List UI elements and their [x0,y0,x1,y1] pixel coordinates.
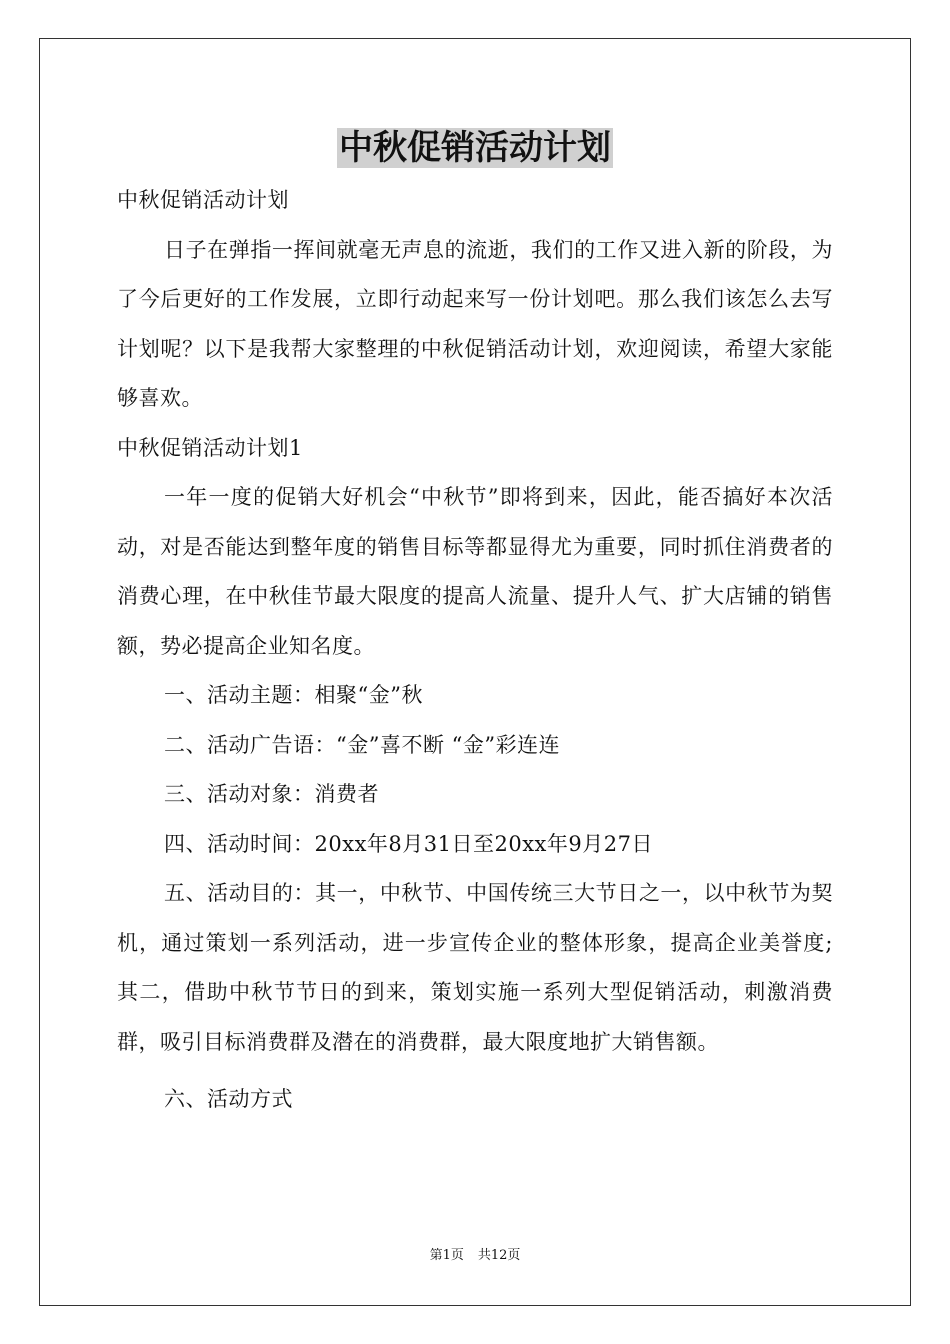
paragraph-theme: 一、活动主题：相聚“金”秋 [164,683,423,707]
paragraph-intro: 日子在弹指一挥间就毫无声息的流逝，我们的工作又进入新的阶段，为了今后更好的工作发展，立即行动起来写一份计划吧。那么我们该怎么去写计划呢？以下是我帮大家整理的中秋促销活动计划，欢迎阅读，希望大家能够喜欢。 [117,237,833,410]
paragraph-background: 一年一度的促销大好机会“中秋节”即将到来，因此，能否搞好本次活动，对是否能达到整年度的销售目标等都显得尤为重要，同时抓住消费者的消费心理，在中秋佳节最大限度的提高人流量、提升人气、扩大店铺的销售额，势必提高企业知名度。 [117,485,833,658]
paragraph-section-heading: 中秋促销活动计划1 [117,435,303,460]
document-title [0,126,950,170]
page-number-total: 共12页 [477,1248,521,1263]
paragraph-purpose: 五、活动目的：其一，中秋节、中国传统三大节日之一，以中秋节为契机，通过策划一系列活动，进一步宣传企业的整体形象，提高企业美誉度;其二，借助中秋节节日的到来，策划实施一系列大型促销活动，刺激消费群，吸引目标消费群及潜在的消费群，最大限度地扩大销售额。 [117,881,833,1054]
document-body [117,176,833,1125]
page-footer [0,1247,950,1265]
page-number-current: 第1页 [429,1248,464,1263]
paragraph-time: 四、活动时间：20xx年8月31日至20xx年9月27日 [164,831,653,856]
paragraph-method: 六、活动方式 [164,1087,293,1111]
paragraph-subtitle: 中秋促销活动计划 [117,188,289,212]
paragraph-audience: 三、活动对象：消费者 [164,782,379,806]
document-title-text: 中秋促销活动计划 [339,128,611,168]
paragraph-slogan: 二、活动广告语：“金”喜不断 “金”彩连连 [164,732,561,757]
